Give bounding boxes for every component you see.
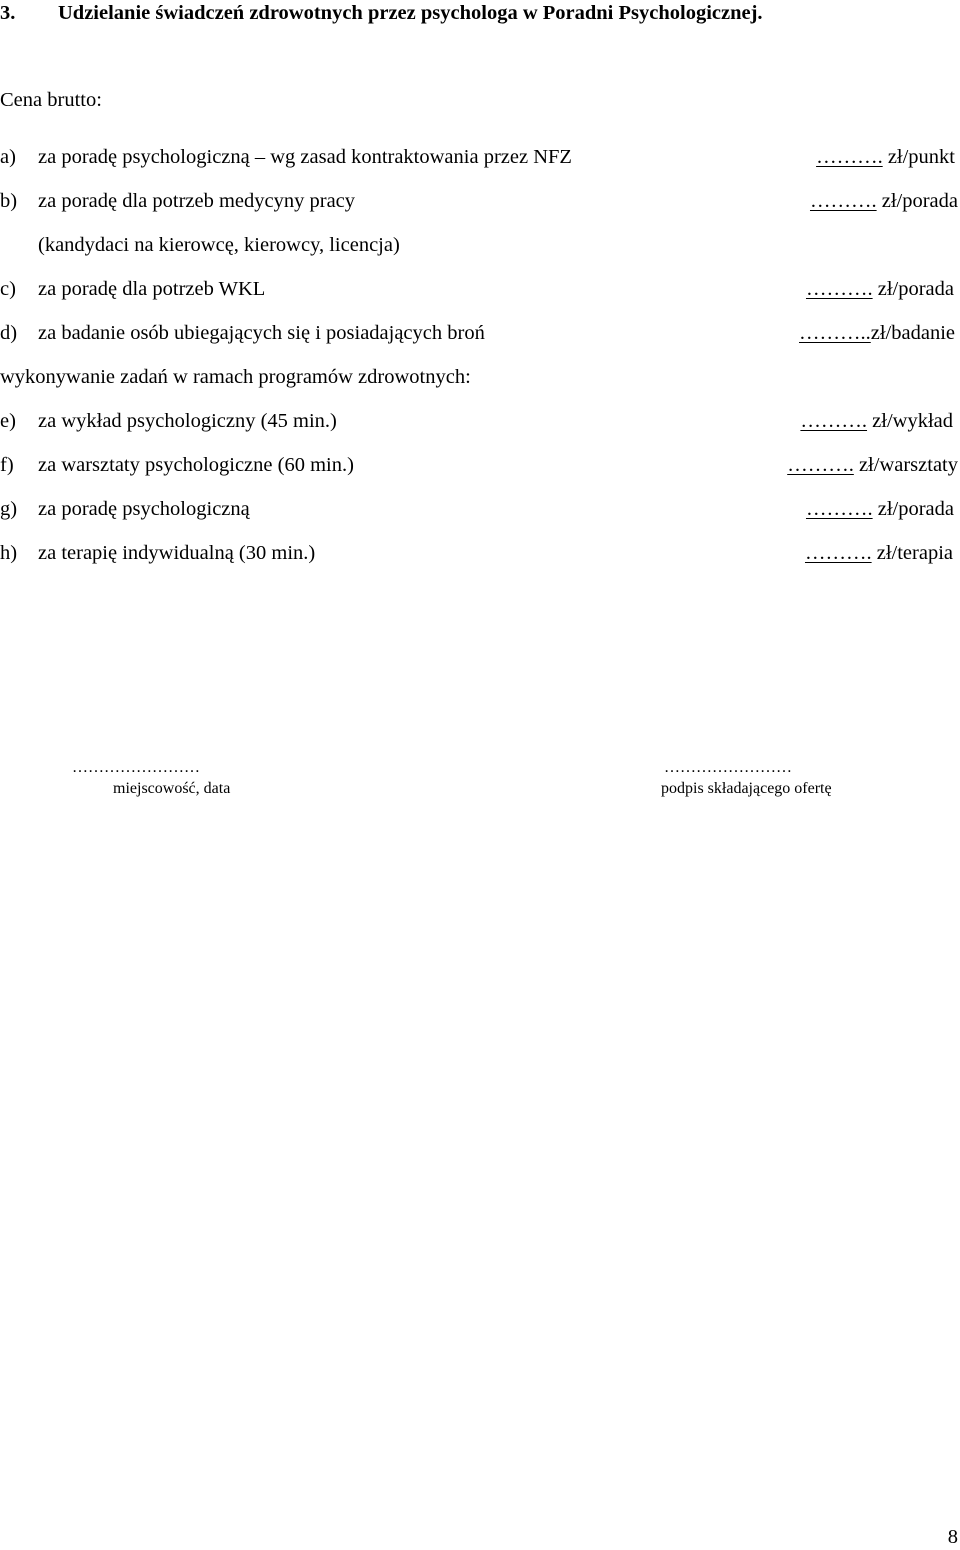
price-unit: zł/wykład [867,410,953,432]
section-number: 3. [0,2,16,24]
price-blank: ………. [816,146,883,168]
price-unit: zł/badanie [870,322,955,344]
list-item-b-note: (kandydaci na kierowcę, kierowcy, licencja) [38,234,400,256]
item-letter: e) [0,410,16,432]
item-text: za terapię indywidualną (30 min.) [38,542,316,564]
price-blank: ………. [804,542,872,564]
place-date-dots: …………………… [72,759,200,776]
price-unit: zł/porada [872,278,954,300]
price-field-c [806,276,954,302]
item-letter: f) [0,454,14,476]
signature-dots: …………………… [664,759,792,776]
item-letter: h) [0,542,18,564]
price-blank: ………. [787,454,854,476]
price-blank: ………. [800,410,868,432]
price-unit: zł/porada [872,498,954,520]
price-blank: ………. [809,190,877,212]
item-letter: c) [0,278,16,300]
price-unit: zł/porada [876,190,958,212]
price-field-h [805,540,953,566]
item-text: za badanie osób ubiegających się i posiadających broń [38,322,485,344]
price-blank: ………. [805,278,873,300]
section-title: Udzielanie świadczeń zdrowotnych przez psychologa w Poradni Psychologicznej. [58,2,763,24]
item-letter: d) [0,322,18,344]
item-letter: g) [0,498,18,520]
price-blank: ……….. [799,322,871,344]
price-blank: ………. [805,498,873,520]
signature-label: podpis składającego ofertę [661,780,832,797]
item-text: za poradę psychologiczną [38,498,250,520]
price-unit: zł/warsztaty [853,454,958,476]
item-text: za poradę psychologiczną – wg zasad kontraktowania przez NFZ [38,146,572,168]
item-letter: a) [0,146,16,168]
price-field-a [816,144,955,170]
price-field-e [800,408,953,434]
price-unit: zł/punkt [882,146,955,168]
price-field-d [799,320,955,346]
item-text: za poradę dla potrzeb medycyny pracy [38,190,356,212]
price-label: Cena brutto: [0,89,102,111]
item-text: za warsztaty psychologiczne (60 min.) [38,454,354,476]
item-text: za wykład psychologiczny (45 min.) [38,410,337,432]
price-field-f [787,452,958,478]
place-date-label: miejscowość, data [113,780,231,797]
page-number: 8 [947,1526,958,1548]
item-letter: b) [0,190,18,212]
price-field-g [806,496,954,522]
price-field-b [810,188,958,214]
programs-label: wykonywanie zadań w ramach programów zdrowotnych: [0,366,471,388]
price-unit: zł/terapia [871,542,953,564]
item-text: za poradę dla potrzeb WKL [38,278,266,300]
